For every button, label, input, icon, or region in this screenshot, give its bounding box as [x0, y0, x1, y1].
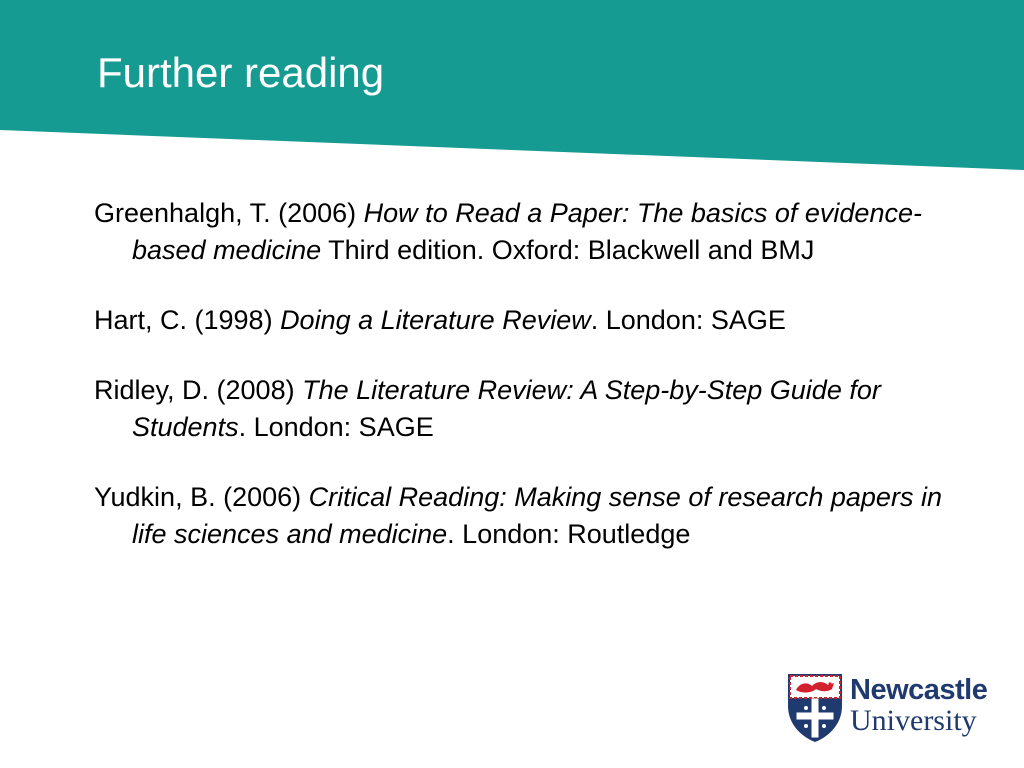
reference-item: [94, 479, 974, 553]
reference-authors: Hart, C. (1998): [94, 305, 281, 335]
university-logo: [786, 672, 1002, 744]
reference-publisher: . London: Routledge: [447, 519, 691, 549]
reference-title: How to Read a Paper: The basics of evidence-based medicine: [132, 198, 922, 265]
university-crest-icon: [786, 672, 844, 744]
reference-authors: Yudkin, B. (2006): [94, 482, 309, 512]
reference-authors: Greenhalgh, T. (2006): [94, 198, 364, 228]
reference-item: [94, 195, 974, 269]
reference-publisher: Third edition. Oxford: Blackwell and BMJ: [321, 235, 815, 265]
reference-title: The Literature Review: A Step-by-Step Guide for Students: [132, 375, 881, 442]
reference-item: [94, 372, 974, 446]
reference-item: [94, 302, 974, 339]
reference-publisher: . London: SAGE: [590, 305, 786, 335]
reference-authors: Ridley, D. (2008): [94, 375, 303, 405]
logo-line-university: University: [850, 704, 977, 737]
logo-line-newcastle: Newcastle: [850, 674, 988, 706]
reference-title: Doing a Literature Review: [280, 305, 591, 335]
slide-title: Further reading: [97, 49, 385, 96]
reference-publisher: . London: SAGE: [238, 412, 434, 442]
logo-wordmark: [850, 674, 987, 736]
reference-list: [94, 195, 974, 586]
reference-title: Critical Reading: Making sense of research papers in life sciences and medicine: [132, 482, 942, 549]
